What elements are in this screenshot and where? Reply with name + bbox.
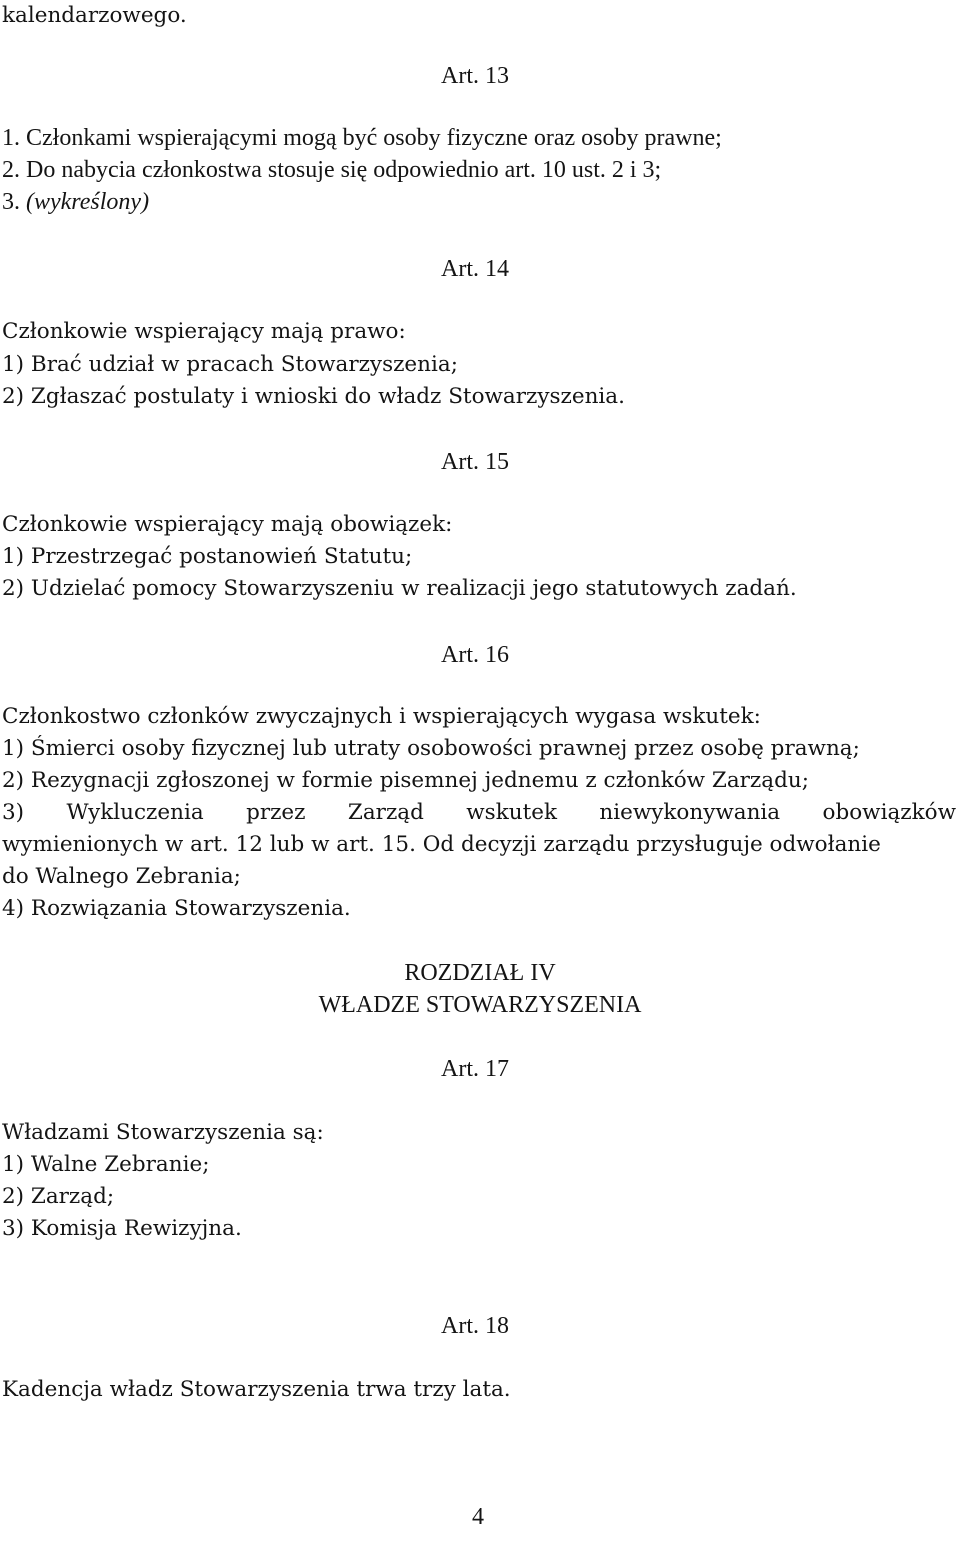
struck-note: (wykreślony) <box>26 189 150 215</box>
article-14-heading: Art. 14 <box>441 256 509 282</box>
article-14-point-1: 1) Brać udział w pracach Stowarzyszenia; <box>2 352 458 377</box>
chapter-number: ROZDZIAŁ IV <box>404 960 556 986</box>
article-16-point-1: 1) Śmierci osoby fizycznej lub utraty osobowości prawnej przez osobę prawną; <box>2 736 860 761</box>
article-15-heading: Art. 15 <box>441 449 509 475</box>
article-13-heading: Art. 13 <box>441 63 509 89</box>
article-15-point-2: 2) Udzielać pomocy Stowarzyszeniu w realizacji jego statutowych zadań. <box>2 576 797 601</box>
article-17-intro: Władzami Stowarzyszenia są: <box>2 1120 324 1145</box>
continuation-text: kalendarzowego. <box>2 3 187 28</box>
article-16-point-4: 4) Rozwiązania Stowarzyszenia. <box>2 896 351 921</box>
article-13-point-3 <box>2 189 149 216</box>
chapter-title: WŁADZE STOWARZYSZENIA <box>318 992 642 1018</box>
article-18-heading: Art. 18 <box>441 1313 509 1339</box>
point-number: 3. <box>2 189 20 215</box>
article-13-point-1: 1. Członkami wspierającymi mogą być osoby fizyczne oraz osoby prawne; <box>2 125 722 151</box>
article-16-point-3-line-1: 3) Wykluczenia przez Zarząd wskutek niewykonywania obowiązków <box>2 800 956 825</box>
article-17-point-1: 1) Walne Zebranie; <box>2 1152 210 1177</box>
article-16-point-3-line-3: do Walnego Zebrania; <box>2 864 241 889</box>
article-18-text: Kadencja władz Stowarzyszenia trwa trzy lata. <box>2 1377 511 1402</box>
article-15-intro: Członkowie wspierający mają obowiązek: <box>2 512 453 537</box>
article-17-heading: Art. 17 <box>441 1056 509 1082</box>
article-16-point-3-line-2: wymienionych w art. 12 lub w art. 15. Od decyzji zarządu przysługuje odwołanie <box>2 832 881 857</box>
article-14-intro: Członkowie wspierający mają prawo: <box>2 319 406 344</box>
page-number: 4 <box>472 1504 484 1530</box>
article-16-point-2: 2) Rezygnacji zgłoszonej w formie pisemnej jednemu z członków Zarządu; <box>2 768 809 793</box>
article-14-point-2: 2) Zgłaszać postulaty i wnioski do władz Stowarzyszenia. <box>2 384 625 409</box>
article-15-point-1: 1) Przestrzegać postanowień Statutu; <box>2 544 413 569</box>
article-16-intro: Członkostwo członków zwyczajnych i wspierających wygasa wskutek: <box>2 704 761 729</box>
article-16-heading: Art. 16 <box>441 642 509 668</box>
article-17-point-2: 2) Zarząd; <box>2 1184 115 1209</box>
article-13-point-2: 2. Do nabycia członkostwa stosuje się odpowiednio art. 10 ust. 2 i 3; <box>2 157 662 183</box>
article-17-point-3: 3) Komisja Rewizyjna. <box>2 1216 242 1241</box>
